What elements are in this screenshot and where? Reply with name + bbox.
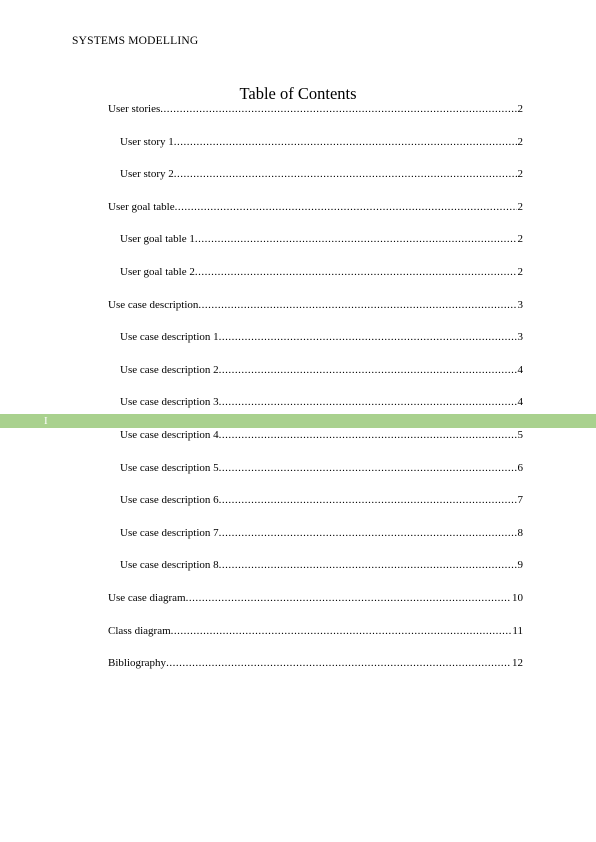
dot-leader [195, 233, 517, 245]
dot-leader [175, 201, 517, 213]
toc-page-number: 10 [512, 591, 523, 604]
page-break-band [0, 414, 596, 428]
dot-leader [186, 592, 511, 604]
toc-page-number: 8 [517, 526, 523, 539]
toc-entry-label: User stories [108, 103, 161, 115]
toc-page-number: 2 [517, 233, 523, 246]
toc-page-number: 9 [517, 559, 523, 572]
toc-page-number: 2 [517, 265, 523, 278]
toc-entry-label: Use case description [108, 298, 199, 311]
toc-entry-label: Use case description 1 [120, 331, 219, 344]
toc-entry-label: User story 1 [120, 135, 174, 148]
toc-entry-label: User story 2 [120, 168, 174, 181]
toc-entry-use-case-description-5[interactable] [108, 462, 523, 495]
dot-leader [171, 625, 512, 637]
table-of-contents [108, 103, 523, 690]
dot-leader [219, 527, 517, 539]
dot-leader [198, 299, 516, 311]
toc-page-number: 3 [517, 331, 523, 344]
toc-page-number: 2 [517, 200, 523, 213]
dot-leader [195, 266, 517, 278]
toc-entry-use-case-description-4[interactable] [108, 429, 523, 462]
toc-entry-user-goal-table-2[interactable] [108, 266, 523, 299]
dot-leader [166, 657, 511, 669]
toc-entry-user-goal-table[interactable] [108, 201, 523, 234]
toc-title: Table of Contents [239, 84, 357, 103]
toc-entry-label: Bibliography [108, 657, 167, 670]
toc-entry-label: Use case description 7 [120, 526, 219, 539]
toc-entry-use-case-description-8[interactable] [108, 559, 523, 592]
toc-entry-bibliography[interactable] [108, 657, 523, 690]
toc-entry-use-case-description[interactable] [108, 299, 523, 332]
toc-entry-use-case-description-7[interactable] [108, 527, 523, 560]
toc-page-number: 2 [517, 135, 523, 148]
toc-page-number: 11 [512, 624, 523, 637]
toc-page-number: 4 [517, 396, 523, 409]
running-head: SYSTEMS MODELLING [72, 35, 199, 47]
toc-page-number: 4 [517, 363, 523, 376]
toc-page-number: 2 [517, 103, 523, 115]
dot-leader [219, 462, 517, 474]
toc-entry-label: Use case description 2 [120, 363, 219, 376]
dot-leader [219, 364, 517, 376]
dot-leader [219, 429, 517, 441]
toc-entry-user-story-2[interactable] [108, 168, 523, 201]
toc-entry-label: Class diagram [108, 624, 171, 637]
band-marker: I [44, 415, 48, 427]
toc-page-number: 5 [517, 428, 523, 441]
toc-entry-label: Use case diagram [108, 591, 186, 604]
toc-page-number: 7 [517, 494, 523, 507]
toc-entry-use-case-description-1[interactable] [108, 331, 523, 364]
toc-entry-use-case-description-2[interactable] [108, 364, 523, 397]
toc-entry-label: Use case description 5 [120, 461, 219, 474]
toc-entry-class-diagram[interactable] [108, 625, 523, 658]
toc-page-number: 12 [512, 657, 523, 670]
toc-entry-label: Use case description 3 [120, 396, 219, 409]
dot-leader [219, 331, 517, 343]
dot-leader [174, 168, 517, 180]
toc-entry-label: User goal table 2 [120, 265, 195, 278]
dot-leader [219, 396, 517, 408]
toc-entry-user-goal-table-1[interactable] [108, 233, 523, 266]
dot-leader [219, 559, 517, 571]
toc-page-number: 6 [517, 461, 523, 474]
toc-page-number: 2 [517, 168, 523, 181]
dot-leader [219, 494, 517, 506]
toc-entry-user-stories[interactable] [108, 103, 523, 136]
toc-page-number: 3 [517, 298, 523, 311]
toc-entry-use-case-diagram[interactable] [108, 592, 523, 625]
toc-entry-user-story-1[interactable] [108, 136, 523, 169]
toc-entry-label: User goal table 1 [120, 233, 195, 246]
toc-entry-label: User goal table [108, 200, 175, 213]
toc-entry-label: Use case description 8 [120, 559, 219, 572]
toc-entry-label: Use case description 4 [120, 428, 219, 441]
dot-leader [174, 136, 517, 148]
dot-leader [160, 103, 516, 115]
toc-entry-label: Use case description 6 [120, 494, 219, 507]
toc-entry-use-case-description-6[interactable] [108, 494, 523, 527]
